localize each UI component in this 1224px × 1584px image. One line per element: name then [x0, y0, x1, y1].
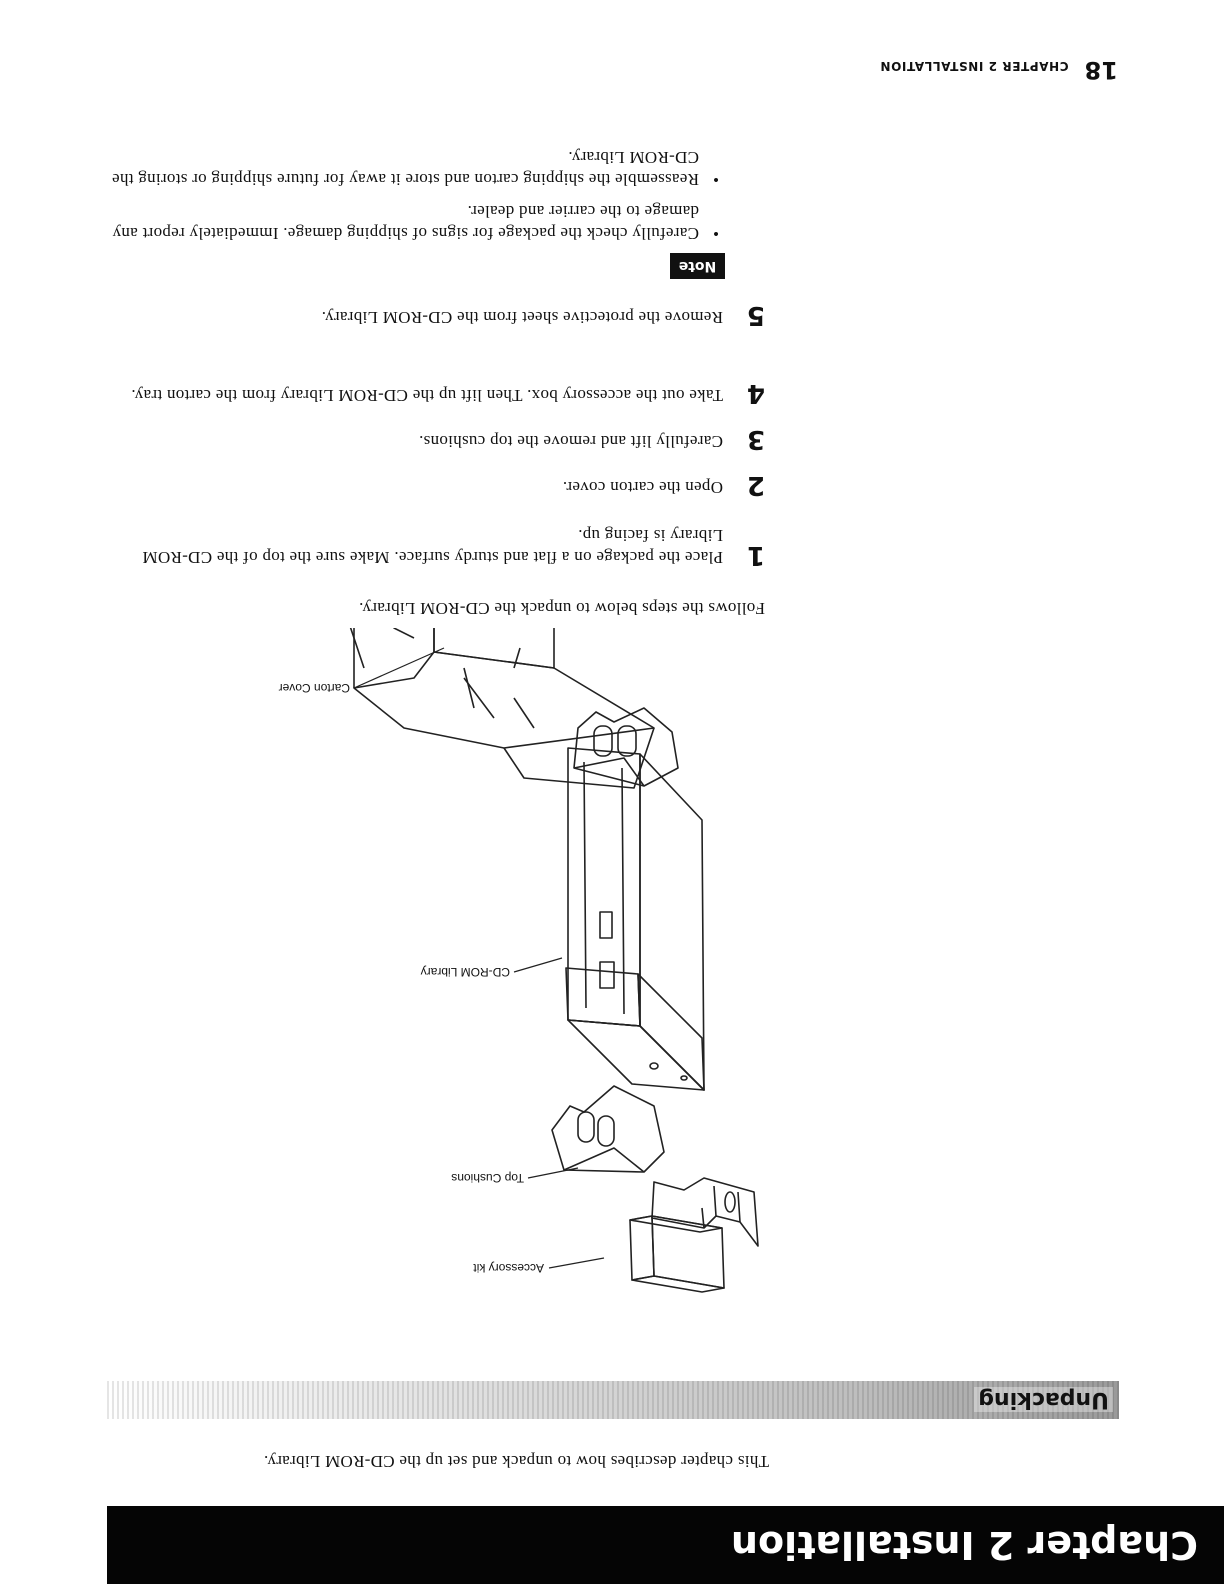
label-accessory-kit: Accessory kit — [473, 1261, 544, 1275]
chapter-banner — [107, 1506, 1224, 1584]
chapter-intro: This chapter describes how to unpack and set up the CD-ROM Library. — [263, 1452, 769, 1471]
step-4 — [85, 380, 765, 406]
step-number: 3 — [746, 424, 765, 454]
chapter-title: Chapter 2 Installation — [730, 1523, 1198, 1567]
section-title: Unpacking — [974, 1388, 1113, 1413]
page-footer — [880, 56, 1118, 84]
label-cdrom-library: CD-ROM Library — [420, 965, 510, 979]
note-label: Note — [670, 253, 725, 279]
step-text: Remove the protective sheet from the CD-ROM Library. — [321, 308, 723, 327]
step-text: Carefully lift and remove the top cushions. — [418, 432, 723, 451]
unpacking-illustration — [44, 628, 764, 1368]
label-top-cushions: Top Cushions — [451, 1171, 524, 1185]
step-number: 2 — [746, 470, 765, 500]
top-cushion-drawing — [552, 1086, 664, 1172]
note-item-1 — [99, 200, 719, 244]
step-1 — [85, 524, 765, 568]
step-number: 4 — [746, 378, 765, 408]
page-number: 18 — [1084, 56, 1118, 84]
note-text: Reassemble the shipping carton and store it away for future shipping or storing the CD-ROM Library. — [111, 148, 699, 189]
note-item-2 — [99, 146, 719, 190]
step-text: Take out the accessory box. Then lift up the CD-ROM Library from the carton tray. — [131, 386, 723, 405]
note-text: Carefully check the package for signs of shipping damage. Immediately report any damage to the carrier and dealer. — [112, 202, 699, 243]
step-number: 1 — [746, 540, 765, 570]
bullet-icon: • — [712, 224, 719, 243]
section-header-bar — [107, 1381, 1119, 1419]
step-3 — [85, 426, 765, 452]
open-carton-drawing — [344, 628, 654, 788]
second-cushion-drawing — [574, 708, 678, 786]
cdrom-library-drawing — [566, 748, 704, 1090]
accessory-kit-drawing — [630, 1216, 724, 1292]
step-text: Place the package on a flat and sturdy surface. Make sure the top of the CD-ROM Library is facing up. — [142, 526, 723, 567]
step-2 — [85, 472, 765, 498]
exploded-view-diagram — [44, 628, 764, 1368]
label-carton-cover: Carton Cover — [278, 681, 350, 695]
step-text: Open the carton cover. — [562, 478, 723, 497]
carton-tray-drawing — [652, 1178, 758, 1246]
steps-intro: Follows the steps below to unpack the CD-ROM Library. — [358, 599, 765, 618]
running-head: CHAPTER 2 INSTALLATION — [879, 59, 1069, 73]
step-5 — [85, 302, 765, 328]
bullet-icon: • — [712, 170, 719, 189]
step-number: 5 — [746, 300, 765, 330]
